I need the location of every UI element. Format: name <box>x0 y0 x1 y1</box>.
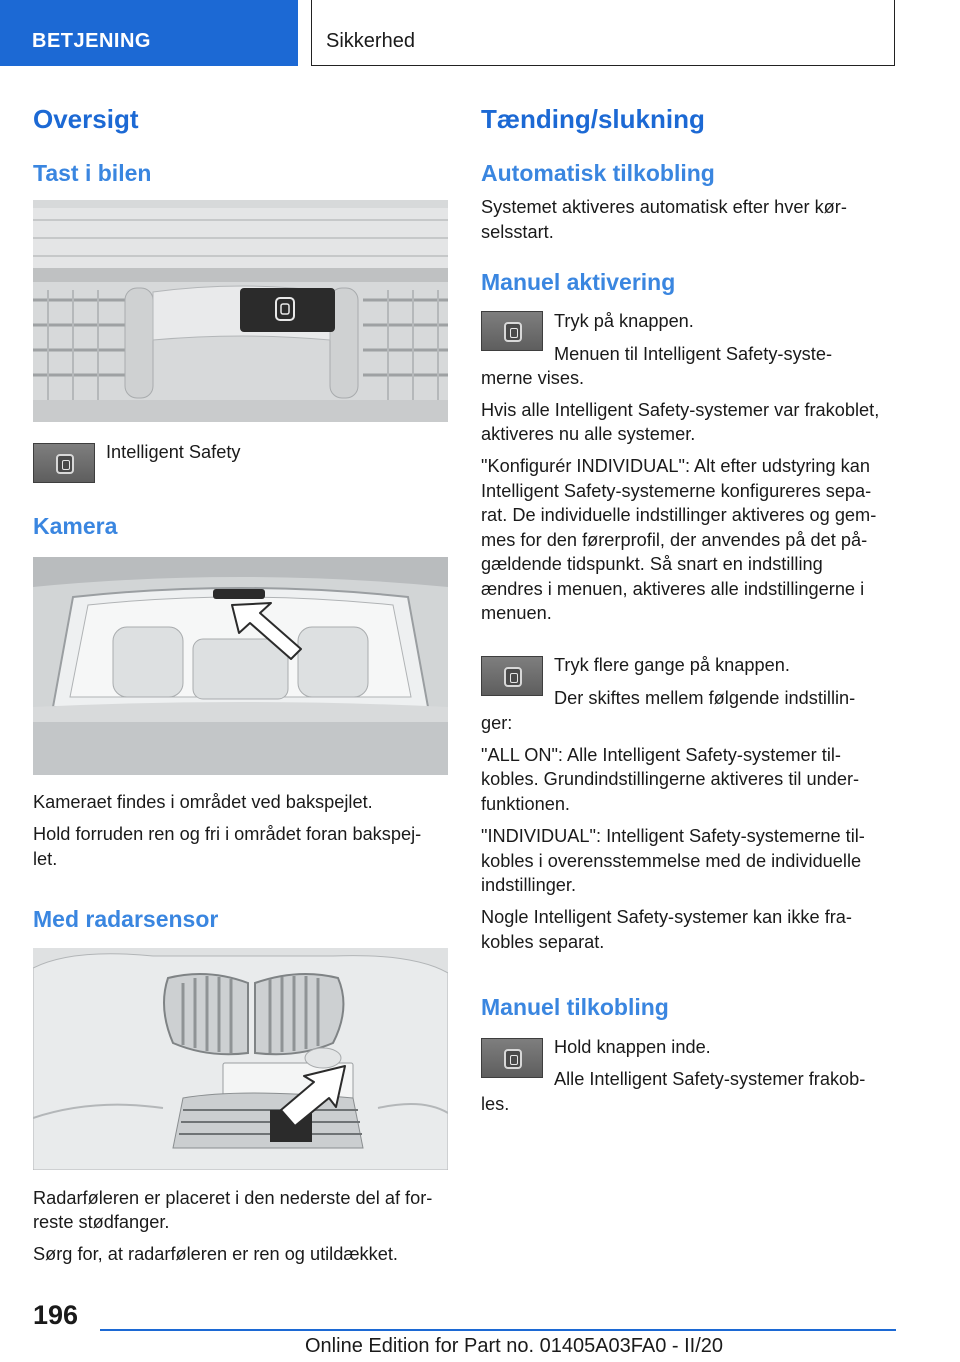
intelligent-safety-button-icon <box>33 443 95 483</box>
heading-oversigt: Oversigt <box>33 104 139 134</box>
radar-sensor-illustration <box>33 948 448 1170</box>
dashboard-button-illustration <box>33 200 448 422</box>
all-on-line-2: kobles. Grundindstillingerne aktiveres til under‐ <box>481 769 860 789</box>
konf-line-7: menuen. <box>481 603 552 623</box>
konf-line-6: ændres i menuen, aktiveres alle indstillingerne i <box>481 579 865 599</box>
tilk-step-2-cont: les. <box>481 1094 510 1114</box>
tilk-step-2: Alle Intelligent Safety-systemer frakob‐ <box>554 1069 866 1089</box>
tilk-step-1: Hold knappen inde. <box>554 1037 711 1057</box>
manuel-step-2: Menuen til Intelligent Safety-syste‐ <box>554 344 832 364</box>
all-on-line-3: funktionen. <box>481 794 570 814</box>
konf-line-4: mes for den førerprofil, der anvendes på det på‐ <box>481 530 868 550</box>
button-caption: Intelligent Safety <box>106 442 241 462</box>
manuel-step-2-cont: merne vises. <box>481 368 585 388</box>
heading-automatisk-tilkobling: Automatisk tilkobling <box>481 160 715 186</box>
heading-manuel-tilkobling: Manuel tilkobling <box>481 994 669 1020</box>
footer-divider <box>100 1329 896 1331</box>
auto-paragraph-line-1: Systemet aktiveres automatisk efter hver kør‐ <box>481 197 847 217</box>
heading-taending-slukning: Tænding/slukning <box>481 104 705 134</box>
camera-location-illustration <box>33 557 448 775</box>
heading-med-radarsensor: Med radarsensor <box>33 906 219 932</box>
kamera-paragraph-2-line-2: let. <box>33 849 58 869</box>
kamera-paragraph-1: Kameraet findes i området ved bakspejlet. <box>33 792 373 812</box>
konf-line-1: "Konfigurér INDIVIDUAL": Alt efter udstyring kan <box>481 456 870 476</box>
konf-line-5: gældende tidspunkt. Så snart en indstilling <box>481 554 823 574</box>
flere-step-1: Tryk flere gange på knappen. <box>554 655 790 675</box>
intelligent-safety-button-icon <box>481 1038 543 1078</box>
flere-step-2: Der skiftes mellem følgende indstillin‐ <box>554 688 856 708</box>
individual-line-1: "INDIVIDUAL": Intelligent Safety-systemerne til‐ <box>481 826 865 846</box>
konf-line-3: rat. De individuelle indstillinger aktiveres og gem‐ <box>481 505 877 525</box>
nogle-line-1: Nogle Intelligent Safety-systemer kan ikke fra‐ <box>481 907 852 927</box>
radar-paragraph-1-line-2: reste stødfanger. <box>33 1212 170 1232</box>
konf-line-2: Intelligent Safety-systemerne konfigureres sepa‐ <box>481 481 872 501</box>
heading-manuel-aktivering: Manuel aktivering <box>481 269 676 295</box>
flere-step-2-cont: ger: <box>481 713 513 733</box>
chapter-label: Sikkerhed <box>326 30 415 52</box>
nogle-line-2: kobles separat. <box>481 932 605 952</box>
intelligent-safety-button-icon <box>481 311 543 351</box>
heading-kamera: Kamera <box>33 513 118 539</box>
radar-paragraph-1-line-1: Radarføleren er placeret i den nederste del af for‐ <box>33 1188 433 1208</box>
chapter-tab <box>311 0 895 66</box>
hvis-line-2: aktiveres nu alle systemer. <box>481 424 696 444</box>
page-number: 196 <box>33 1300 79 1330</box>
individual-line-3: indstillinger. <box>481 875 577 895</box>
auto-paragraph-line-2: selsstart. <box>481 222 554 242</box>
individual-line-2: kobles i overensstemmelse med de individuelle <box>481 851 862 871</box>
manuel-step-1: Tryk på knappen. <box>554 311 694 331</box>
edition-note: Online Edition for Part no. 01405A03FA0 - II/20 <box>305 1335 724 1357</box>
all-on-line-1: "ALL ON": Alle Intelligent Safety-systemer til‐ <box>481 745 841 765</box>
kamera-paragraph-2-line-1: Hold forruden ren og fri i området foran bakspej‐ <box>33 824 422 844</box>
intelligent-safety-button-icon <box>481 656 543 696</box>
hvis-line-1: Hvis alle Intelligent Safety-systemer var frakoblet, <box>481 400 880 420</box>
heading-tast-i-bilen: Tast i bilen <box>33 160 152 186</box>
radar-paragraph-2: Sørg for, at radarføleren er ren og utildækket. <box>33 1244 398 1264</box>
section-tab <box>0 0 298 66</box>
section-label: BETJENING <box>32 30 151 52</box>
